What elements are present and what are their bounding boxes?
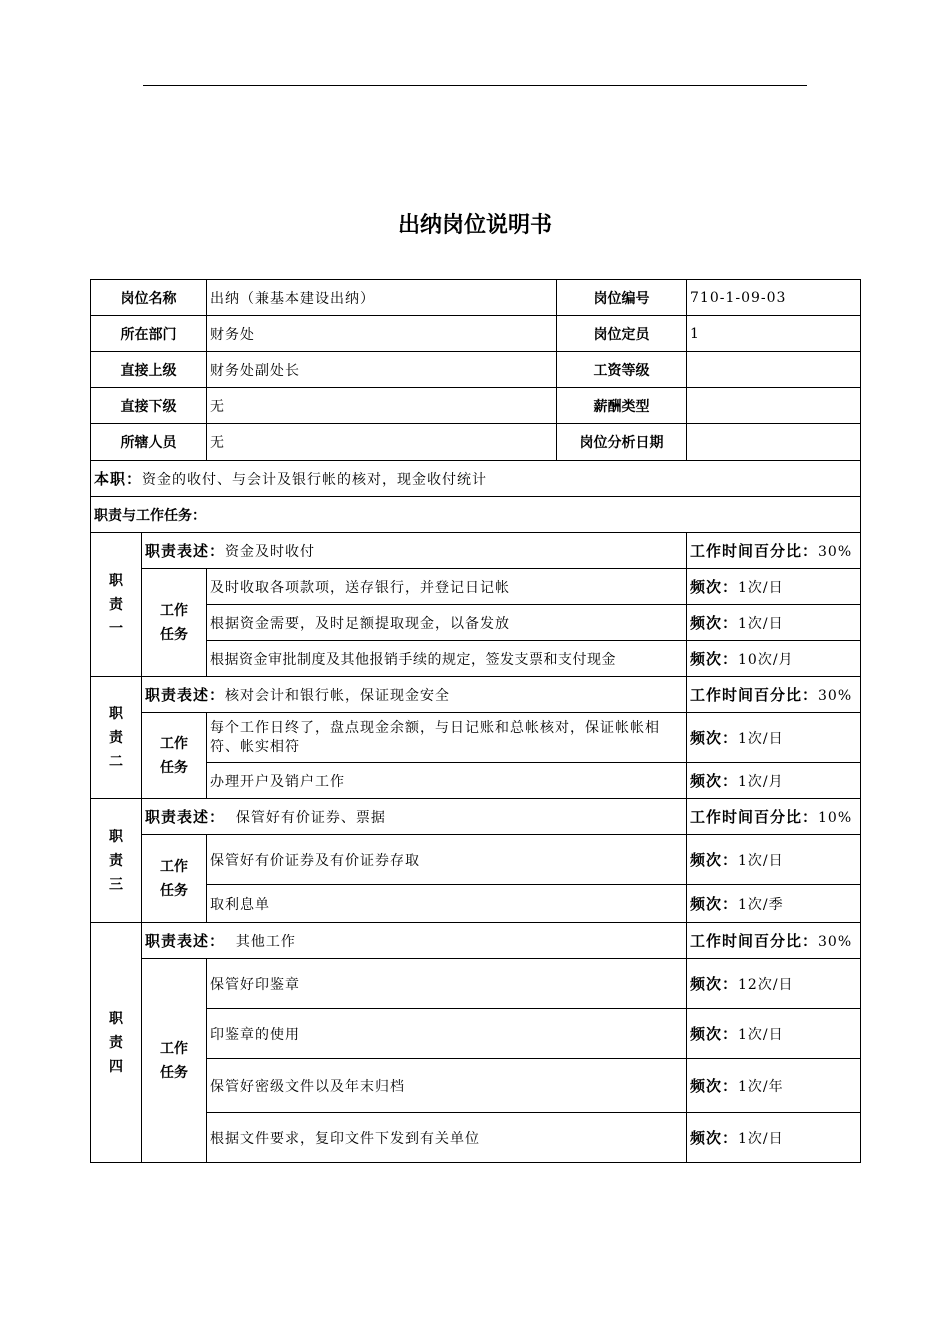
duty-4-name: 职 责 四 <box>91 923 142 1163</box>
duty-4-task-1: 保管好印鉴章 <box>207 959 687 1009</box>
duty-1-task-2: 根据资金需要，及时足额提取现金，以备发放 <box>207 605 687 641</box>
staff-label: 所辖人员 <box>91 424 207 461</box>
duties-header: 职责与工作任务： <box>91 497 861 533</box>
duty-4-task-2-freq: 频次：1次/日 <box>687 1009 861 1059</box>
analysis-date-value <box>687 424 861 461</box>
duty-2-task-1: 每个工作日终了，盘点现金余额，与日记账和总帐核对，保证帐帐相符、帐实相符 <box>207 713 687 763</box>
pay-type-label: 薪酬类型 <box>557 388 687 424</box>
staff-value: 无 <box>207 424 557 461</box>
duty-3-task-1: 保管好有价证券及有价证券存取 <box>207 835 687 885</box>
post-name-value: 出纳（兼基本建设出纳） <box>207 280 557 316</box>
duty-1-task-1-freq: 频次：1次/日 <box>687 569 861 605</box>
duty-4-task-2: 印鉴章的使用 <box>207 1009 687 1059</box>
duty-1-task-3-freq: 频次：10次/月 <box>687 641 861 677</box>
duty-1-task-2-freq: 频次：1次/日 <box>687 605 861 641</box>
duty-1-task-1: 及时收取各项款项，送存银行，并登记日记帐 <box>207 569 687 605</box>
superior-value: 财务处副处长 <box>207 352 557 388</box>
duty-1-description: 职责表述：资金及时收付 <box>142 533 687 569</box>
subordinate-label: 直接下级 <box>91 388 207 424</box>
quota-value: 1 <box>687 316 861 352</box>
duty-4-task-3: 保管好密级文件以及年末归档 <box>207 1059 687 1113</box>
duty-4-task-label: 工作 任务 <box>142 959 207 1163</box>
duty-3-percentage: 工作时间百分比：10% <box>687 799 861 835</box>
post-name-label: 岗位名称 <box>91 280 207 316</box>
duty-3-task-label: 工作 任务 <box>142 835 207 923</box>
post-no-value: 710-1-09-03 <box>687 280 861 316</box>
duty-3-name: 职 责 三 <box>91 799 142 923</box>
duty-4-task-4: 根据文件要求，复印文件下发到有关单位 <box>207 1113 687 1163</box>
duty-2-task-2: 办理开户及销户工作 <box>207 763 687 799</box>
duty-1-name: 职 责 一 <box>91 533 142 677</box>
salary-grade-label: 工资等级 <box>557 352 687 388</box>
job-description-table <box>90 279 861 1163</box>
duty-2-description: 职责表述：核对会计和银行帐，保证现金安全 <box>142 677 687 713</box>
analysis-date-label: 岗位分析日期 <box>557 424 687 461</box>
duty-4-description: 职责表述： 其他工作 <box>142 923 687 959</box>
dept-label: 所在部门 <box>91 316 207 352</box>
subordinate-value: 无 <box>207 388 557 424</box>
duty-3-description: 职责表述： 保管好有价证券、票据 <box>142 799 687 835</box>
duty-3-task-1-freq: 频次：1次/日 <box>687 835 861 885</box>
duty-4-task-3-freq: 频次：1次/年 <box>687 1059 861 1113</box>
duty-4-task-4-freq: 频次：1次/日 <box>687 1113 861 1163</box>
main-duty <box>91 461 861 497</box>
duty-1-percentage: 工作时间百分比：30% <box>687 533 861 569</box>
main-duty-label: 本职： <box>94 470 143 488</box>
duty-3-task-2: 取利息单 <box>207 885 687 923</box>
duty-4-task-1-freq: 频次：12次/日 <box>687 959 861 1009</box>
header-rule <box>143 85 807 86</box>
duty-2-task-2-freq: 频次：1次/月 <box>687 763 861 799</box>
duty-1-task-label: 工作 任务 <box>142 569 207 677</box>
superior-label: 直接上级 <box>91 352 207 388</box>
document-title: 出纳岗位说明书 <box>397 213 552 238</box>
salary-grade-value <box>687 352 861 388</box>
pay-type-value <box>687 388 861 424</box>
duty-2-task-label: 工作 任务 <box>142 713 207 799</box>
main-duty-text: 资金的收付、与会计及银行帐的核对，现金收付统计 <box>142 472 488 488</box>
duty-2-task-1-freq: 频次：1次/日 <box>687 713 861 763</box>
duty-2-name: 职 责 二 <box>91 677 142 799</box>
duty-3-task-2-freq: 频次：1次/季 <box>687 885 861 923</box>
duty-2-percentage: 工作时间百分比：30% <box>687 677 861 713</box>
post-no-label: 岗位编号 <box>557 280 687 316</box>
duty-1-task-3: 根据资金审批制度及其他报销手续的规定，签发支票和支付现金 <box>207 641 687 677</box>
dept-value: 财务处 <box>207 316 557 352</box>
duty-4-percentage: 工作时间百分比：30% <box>687 923 861 959</box>
quota-label: 岗位定员 <box>557 316 687 352</box>
